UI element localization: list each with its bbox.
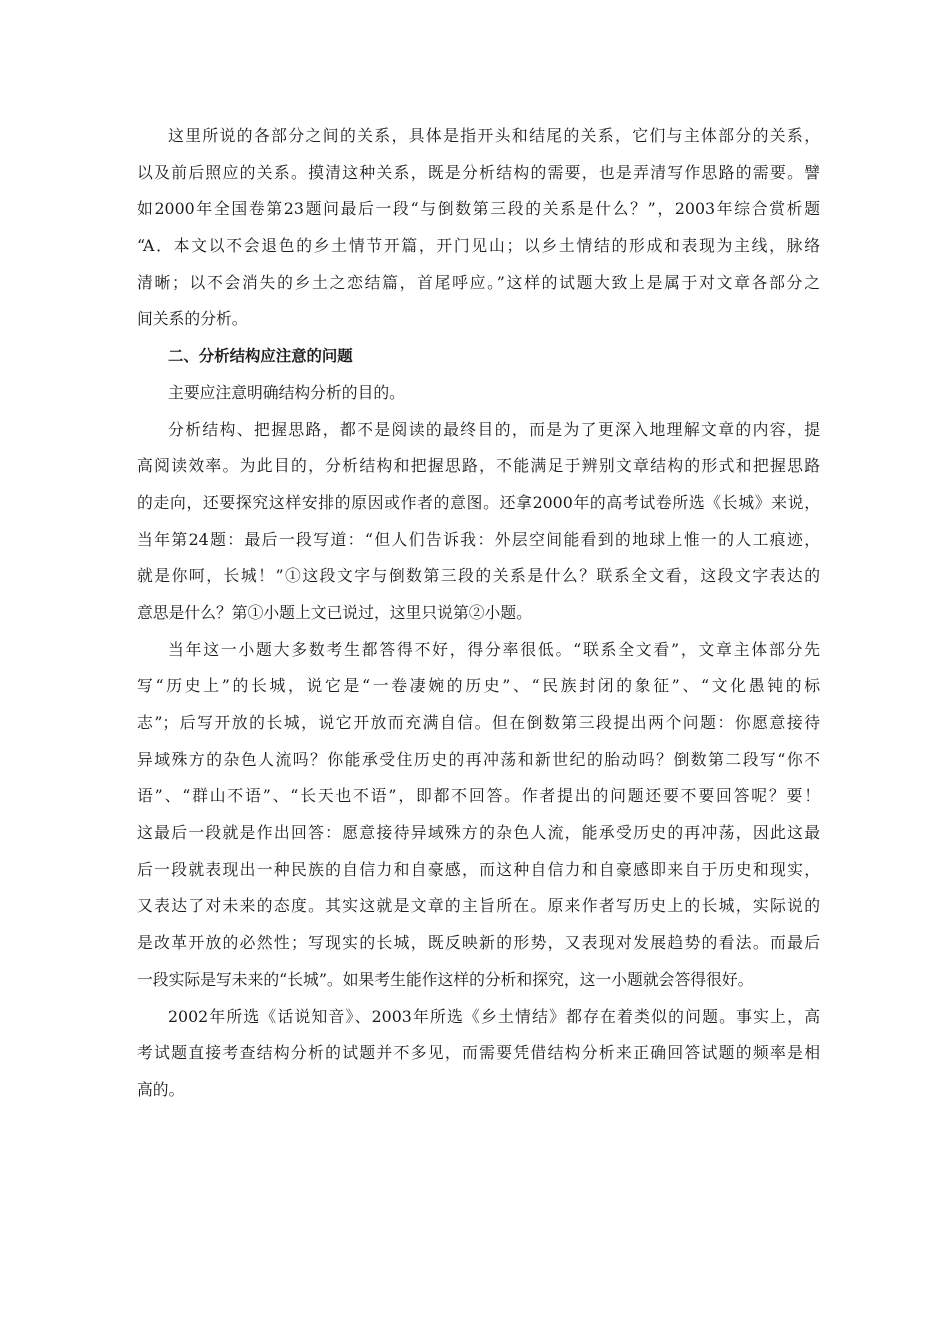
paragraph-purpose [137, 412, 820, 632]
text-line: 当年第24题：最后一段写道：“但人们告诉我：外层空间能看到的地球上惟一的人工痕迹， [137, 529, 820, 549]
text-line: 主要应注意明确结构分析的目的。 [168, 382, 405, 402]
text-line: 志”；后写开放的长城，说它开放而充满自信。但在倒数第三段提出两个问题：你愿意接待 [137, 713, 820, 732]
paragraph-great-wall-analysis [137, 632, 820, 999]
text-line: 高的。 [137, 1079, 185, 1099]
text-line: 一段实际是写未来的“长城”。如果考生能作这样的分析和探究，这一小题就会答得很好。 [137, 969, 754, 989]
paragraph-main-point [137, 375, 820, 412]
text-line: 是改革开放的必然性；写现实的长城，既反映新的形势，又表现对发展趋势的看法。而最后 [137, 933, 820, 953]
text-line: 间关系的分析。 [137, 309, 248, 329]
text-line: 考试题直接考查结构分析的试题并不多见，而需要凭借结构分析来正确回答试题的频率是相 [137, 1043, 820, 1063]
text-line: 清晰；以不会消失的乡土之恋结篇，首尾呼应。”这样的试题大致上是属于对文章各部分之 [137, 272, 820, 292]
text-line: 语”、“群山不语”、“长天也不语”，即都不回答。作者提出的问题还要不要回答呢？要！ [137, 786, 820, 806]
text-line: “A．本文以不会退色的乡土情节开篇，开门见山；以乡土情结的形成和表现为主线，脉络 [137, 236, 820, 256]
paragraph-structure-relations [137, 118, 820, 338]
text-line: 以及前后照应的关系。摸清这种关系，既是分析结构的需要，也是弄清写作思路的需要。譬 [137, 162, 820, 182]
text-line: 当年这一小题大多数考生都答得不好，得分率很低。“联系全文看”，文章主体部分先 [168, 639, 820, 659]
section-heading-text: 二、分析结构应注意的问题 [168, 347, 353, 366]
document-body [137, 118, 820, 1109]
text-line: 2002年所选《话说知音》、2003年所选《乡土情结》都存在着类似的问题。事实上，高 [168, 1006, 820, 1026]
paragraph-similar-problems [137, 999, 820, 1109]
text-line: 这里所说的各部分之间的关系，具体是指开头和结尾的关系，它们与主体部分的关系， [168, 126, 820, 145]
text-line: 后一段就表现出一种民族的自信力和自豪感，而这种自信力和自豪感即来自于历史和现实， [137, 859, 820, 879]
text-line: 就是你呵，长城！”①这段文字与倒数第三段的关系是什么？联系全文看，这段文字表达的 [137, 566, 820, 586]
text-line: 意思是什么？第①小题上文已说过，这里只说第②小题。 [137, 602, 532, 622]
text-line: 高阅读效率。为此目的，分析结构和把握思路，不能满足于辨别文章结构的形式和把握思路 [137, 456, 820, 476]
text-line: 如2000年全国卷第23题问最后一段“与倒数第三段的关系是什么？”，2003年综合赏析题 [137, 199, 820, 219]
text-line: 这最后一段就是作出回答：愿意接待异域殊方的杂色人流，能承受历史的再冲荡，因此这最 [137, 823, 820, 843]
text-line: 异域殊方的杂色人流吗？你能承受住历史的再冲荡和新世纪的胎动吗？倒数第二段写“你不 [137, 749, 820, 769]
text-line: 分析结构、把握思路，都不是阅读的最终目的，而是为了更深入地理解文章的内容，提 [168, 419, 820, 439]
text-line: 写“历史上”的长城，说它是“一卷凄婉的历史”、“民族封闭的象征”、“文化愚钝的标 [137, 676, 820, 696]
text-line: 的走向，还要探究这样安排的原因或作者的意图。还拿2000年的高考试卷所选《长城》来说， [137, 492, 820, 512]
text-line: 又表达了对未来的态度。其实这就是文章的主旨所在。原来作者写历史上的长城，实际说的 [137, 896, 820, 916]
section-heading [137, 338, 820, 375]
